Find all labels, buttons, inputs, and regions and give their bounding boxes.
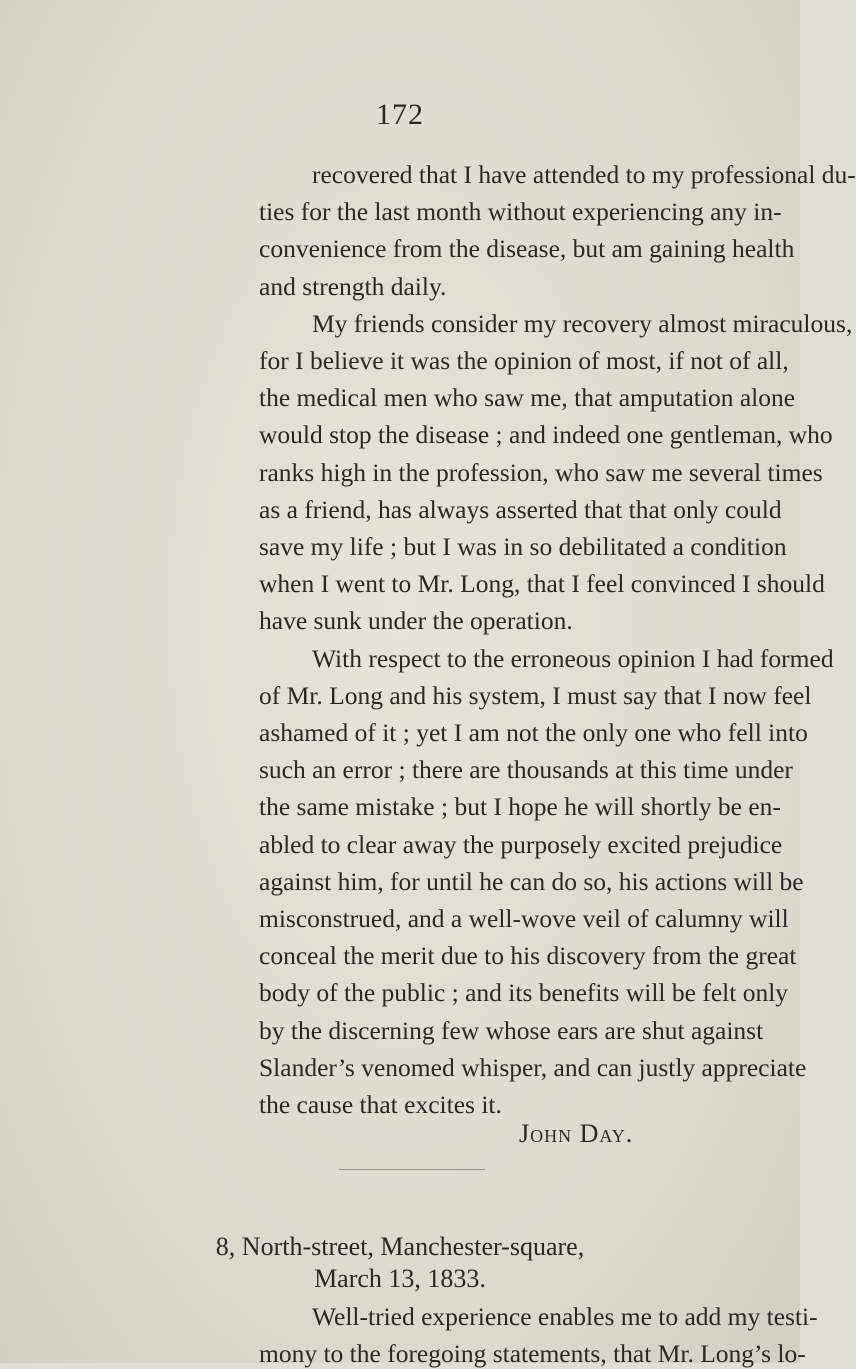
text-line: body of the public ; and its benefits will be felt only: [259, 978, 789, 1007]
text-line: the cause that excites it.: [259, 1090, 502, 1119]
text-line: the medical men who saw me, that amputation alone: [259, 383, 796, 412]
text-line: for I believe it was the opinion of most, if not of all,: [259, 346, 789, 375]
text-line: of Mr. Long and his system, I must say that I now feel: [259, 681, 812, 710]
text-line: such an error ; there are thousands at this time under: [259, 755, 793, 784]
text-line: My friends consider my recovery almost miraculous,: [312, 309, 853, 338]
text-line: against him, for until he can do so, his actions will be: [259, 867, 804, 896]
text-line: ties for the last month without experiencing any in-: [259, 197, 782, 226]
text-line: when I went to Mr. Long, that I feel convinced I should: [259, 569, 825, 598]
text-line: as a friend, has always asserted that that only could: [259, 495, 782, 524]
text-line: the same mistake ; but I hope he will shortly be en-: [259, 792, 781, 821]
text-line: recovered that I have attended to my professional du-: [312, 160, 856, 189]
address-line: 8, North-street, Manchester-square,: [215, 1232, 585, 1261]
text-line: ranks high in the profession, who saw me several times: [259, 458, 823, 487]
text-line: save my life ; but I was in so debilitated a condition: [259, 532, 787, 561]
text-line: ashamed of it ; yet I am not the only one who fell into: [259, 718, 808, 747]
text-line: With respect to the erroneous opinion I had formed: [312, 644, 834, 673]
text-line: convenience from the disease, but am gaining health: [259, 234, 795, 263]
date-line: March 13, 1833.: [314, 1264, 486, 1293]
text-line: misconstrued, and a well-wove veil of calumny will: [259, 904, 789, 933]
text-line: would stop the disease ; and indeed one gentleman, who: [259, 420, 833, 449]
text-line: by the discerning few whose ears are shut against: [259, 1016, 764, 1045]
text-line: Slander’s venomed whisper, and can justly appreciate: [259, 1053, 807, 1082]
text-line: mony to the foregoing statements, that Mr. Long’s lo-: [259, 1339, 806, 1368]
page-number: 172: [376, 98, 424, 131]
text-line: have sunk under the operation.: [259, 606, 573, 635]
signature: John Day.: [519, 1119, 634, 1148]
text-line: abled to clear away the purposely excited prejudice: [259, 830, 783, 859]
text-line: conceal the merit due to his discovery from the great: [259, 941, 797, 970]
separator-rule: [339, 1169, 485, 1170]
text-line: and strength daily.: [259, 272, 447, 301]
text-line: Well-tried experience enables me to add my testi-: [312, 1302, 818, 1331]
